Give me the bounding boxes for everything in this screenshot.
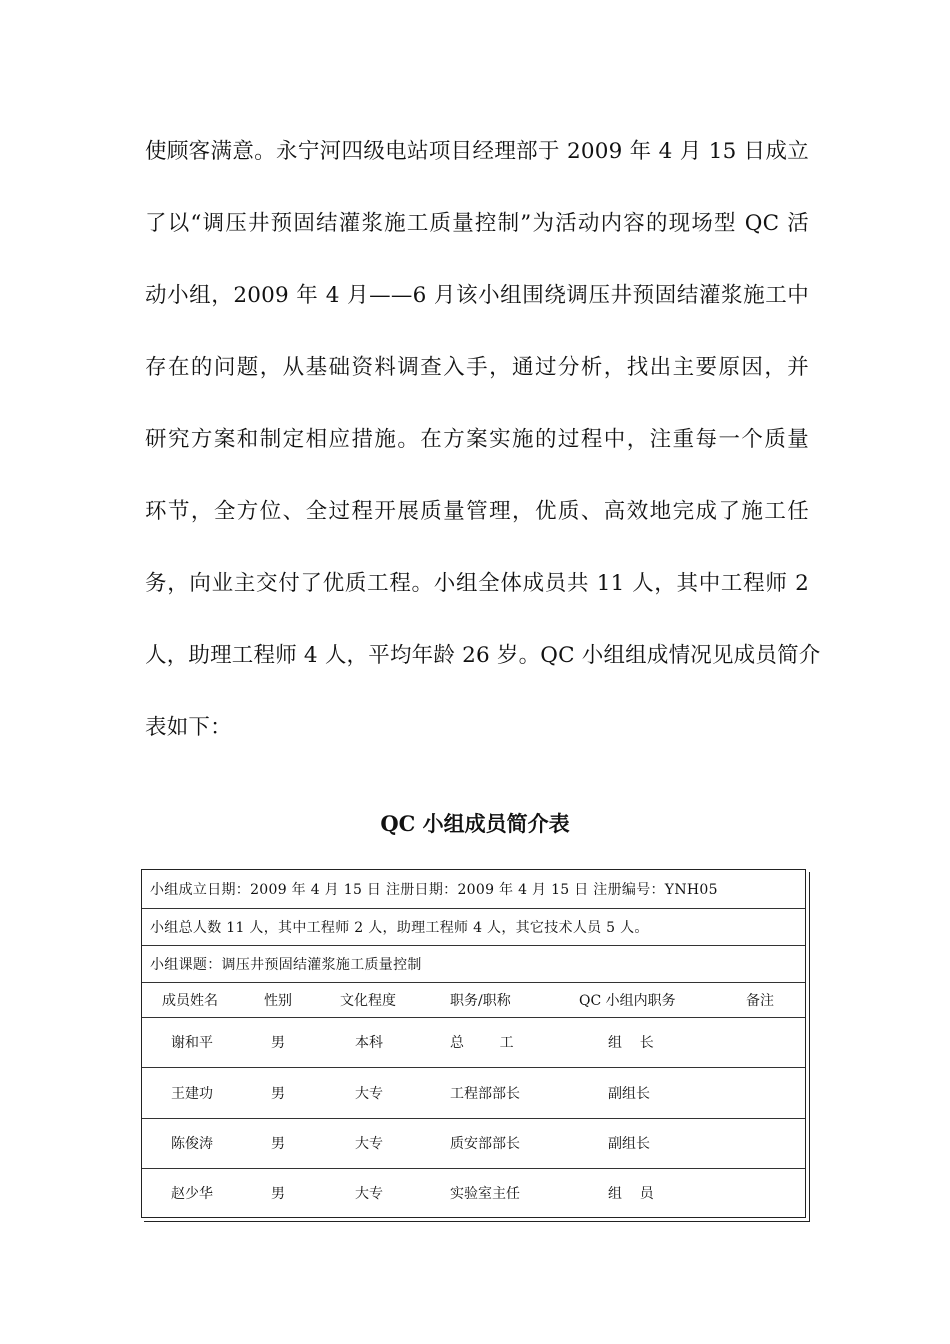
member-education: 大专 — [355, 1085, 383, 1102]
member-gender: 男 — [271, 1186, 285, 1202]
header-title: 职务/职称 — [450, 992, 511, 1009]
paragraph-line: 存在的问题，从基础资料调查入手，通过分析，找出主要原因，并 — [145, 355, 809, 380]
header-education: 文化程度 — [340, 992, 396, 1009]
paragraph-line: 了以“调压井预固结灌浆施工质量控制”为活动内容的现场型 QC 活 — [145, 211, 809, 236]
paragraph-line: 动小组，2009 年 4 月——6 月该小组围绕调压井预固结灌浆施工中 — [145, 283, 809, 308]
table-row — [142, 1168, 805, 1218]
header-remark: 备注 — [746, 992, 774, 1009]
member-gender: 男 — [271, 1136, 285, 1152]
table-info-row: 小组成立日期：2009 年 4 月 15 日 注册日期：2009 年 4 月 15 日 注册编号：YNH05 — [142, 870, 805, 909]
member-title: 实验室主任 — [450, 1186, 520, 1202]
table-row — [142, 1118, 805, 1169]
member-name: 赵少华 — [171, 1186, 213, 1202]
paragraph-line: 使顾客满意。永宁河四级电站项目经理部于 2009 年 4 月 15 日成立 — [145, 139, 809, 164]
member-name: 陈俊涛 — [171, 1136, 213, 1152]
table-row — [142, 1017, 805, 1068]
paragraph-line: 务，向业主交付了优质工程。小组全体成员共 11 人，其中工程师 2 — [145, 571, 809, 596]
member-education: 本科 — [355, 1035, 383, 1051]
header-qc-role: QC 小组内职务 — [579, 992, 676, 1009]
member-title: 总 工 — [450, 1035, 514, 1051]
header-gender: 性别 — [264, 992, 292, 1009]
member-name: 谢和平 — [171, 1035, 213, 1051]
table-header-row — [142, 982, 805, 1018]
table-info-row: 小组课题：调压井预固结灌浆施工质量控制 — [142, 945, 805, 983]
member-gender: 男 — [271, 1085, 285, 1102]
member-qc-role: 副组长 — [608, 1085, 650, 1102]
member-gender: 男 — [271, 1035, 285, 1051]
paragraph-line: 环节，全方位、全过程开展质量管理，优质、高效地完成了施工任 — [145, 499, 809, 524]
member-qc-role: 组 长 — [608, 1035, 654, 1051]
member-education: 大专 — [355, 1136, 383, 1152]
table-title: QC 小组成员简介表 — [380, 811, 570, 836]
paragraph-line: 表如下： — [145, 715, 232, 740]
paragraph-line: 人，助理工程师 4 人，平均年龄 26 岁。QC 小组组成情况见成员简介 — [145, 643, 821, 668]
member-title: 工程部部长 — [450, 1085, 520, 1102]
body-paragraph — [145, 132, 821, 772]
table-row — [142, 1067, 805, 1119]
header-name: 成员姓名 — [162, 992, 218, 1009]
member-name: 王建功 — [171, 1085, 213, 1102]
member-qc-role: 副组长 — [608, 1136, 650, 1152]
member-qc-role: 组 员 — [608, 1186, 654, 1202]
member-title: 质安部部长 — [450, 1136, 520, 1152]
member-education: 大专 — [355, 1186, 383, 1202]
member-table — [141, 869, 806, 1218]
paragraph-line: 研究方案和制定相应措施。在方案实施的过程中，注重每一个质量 — [145, 427, 809, 452]
table-info-row: 小组总人数 11 人，其中工程师 2 人，助理工程师 4 人，其它技术人员 5 人。 — [142, 908, 805, 946]
